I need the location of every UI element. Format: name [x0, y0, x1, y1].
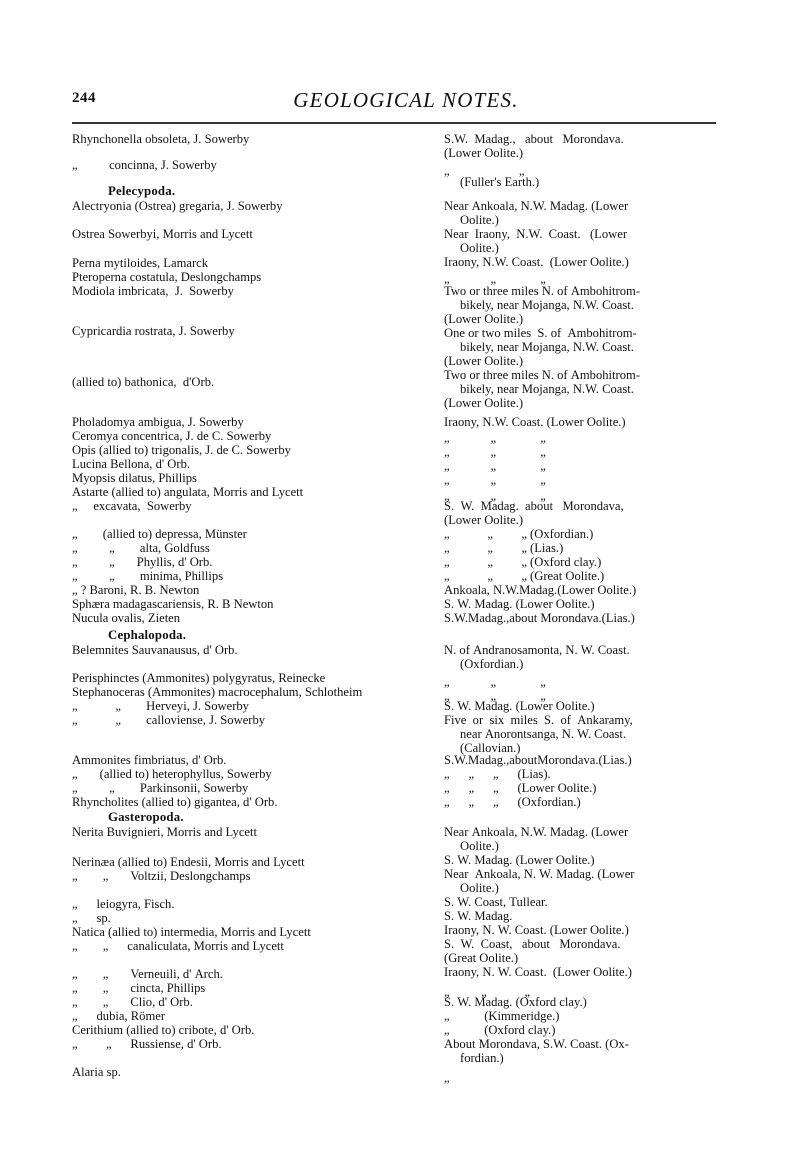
species-entry: Pteroperna costatula, Deslongchamps	[72, 270, 262, 284]
species-entry: Rhyncholites (allied to) gigantea, d' Orb.	[72, 795, 278, 809]
locality-entry: „ „ „	[444, 431, 546, 445]
species-entry: „ „ Russiense, d' Orb.	[72, 1037, 222, 1051]
locality-entry: „ (Oxford clay.)	[444, 1023, 556, 1037]
locality-entry: (Oxfordian.)	[460, 657, 524, 671]
locality-entry: S.W.Madag.,about Morondava.(Lias.)	[444, 611, 635, 625]
locality-entry: „ „	[444, 164, 525, 178]
running-title: GEOLOGICAL NOTES.	[293, 88, 519, 112]
locality-entry: „ „ „	[444, 985, 531, 999]
species-entry: Nerita Buvignieri, Morris and Lycett	[72, 825, 258, 839]
species-entry: Nucula ovalis, Zieten	[72, 611, 181, 625]
species-entry: „ „ Parkinsonii, Sowerby	[72, 781, 249, 795]
locality-entry: „ „ „ (Great Oolite.)	[444, 569, 605, 583]
locality-entry: „ „ „	[444, 489, 546, 503]
locality-entry: „ „ „ (Lias.)	[444, 541, 564, 555]
locality-entry: Iraony, N.W. Coast. (Lower Oolite.)	[444, 415, 626, 429]
species-entry: „ concinna, J. Sowerby	[72, 158, 217, 172]
locality-entry: Oolite.)	[460, 839, 499, 853]
species-entry: Sphæra madagascariensis, R. B Newton	[72, 597, 274, 611]
locality-entry: Iraony, N.W. Coast. (Lower Oolite.)	[444, 255, 629, 269]
species-entry: „ ? Baroni, R. B. Newton	[72, 583, 200, 597]
locality-entry: bikely, near Mojanga, N.W. Coast.	[460, 340, 634, 354]
species-entry: „ „ Clio, d' Orb.	[72, 995, 193, 1009]
locality-entry: Oolite.)	[460, 881, 499, 895]
species-entry: „ „ Herveyi, J. Sowerby	[72, 699, 249, 713]
species-entry: „ excavata, Sowerby	[72, 499, 192, 513]
locality-entry: Oolite.)	[460, 241, 499, 255]
locality-entry: Near Ankoala, N.W. Madag. (Lower	[444, 825, 629, 839]
locality-entry: „ „ „	[444, 445, 546, 459]
species-entry: Alectryonia (Ostrea) gregaria, J. Sowerby	[72, 199, 283, 213]
locality-entry: S. W. Coast, about Morondava.	[444, 937, 621, 951]
species-entry: „ „ Verneuili, d' Arch.	[72, 967, 223, 981]
locality-entry: (Lower Oolite.)	[444, 513, 524, 527]
species-entry: Ceromya concentrica, J. de C. Sowerby	[72, 429, 272, 443]
locality-entry: Ankoala, N.W.Madag.(Lower Oolite.)	[444, 583, 637, 597]
locality-entry: „ „ „ (Lower Oolite.)	[444, 781, 597, 795]
running-head	[72, 88, 716, 114]
locality-entry: S. W. Madag. (Lower Oolite.)	[444, 699, 595, 713]
locality-entry: (Great Oolite.)	[444, 951, 519, 965]
species-entry: „ dubia, Römer	[72, 1009, 166, 1023]
species-entry: Cerithium (allied to) cribote, d' Orb.	[72, 1023, 255, 1037]
species-entry: Belemnites Sauvanausus, d' Orb.	[72, 643, 238, 657]
locality-entry: (Callovian.)	[460, 741, 521, 755]
locality-entry: „ „ „	[444, 689, 546, 703]
species-entry: Astarte (allied to) angulata, Morris and Lycett	[72, 485, 304, 499]
species-entry: Myopsis dilatus, Phillips	[72, 471, 197, 485]
species-entry: Ostrea Sowerbyi, Morris and Lycett	[72, 227, 253, 241]
species-entry: „ „ alta, Goldfuss	[72, 541, 210, 555]
locality-entry: S. W. Madag.	[444, 909, 513, 923]
species-entry: „ (allied to) heterophyllus, Sowerby	[72, 767, 272, 781]
locality-entry: near Anorontsanga, N. W. Coast.	[460, 727, 627, 741]
class-heading: Cephalopoda.	[108, 628, 187, 642]
species-entry: Cypricardia rostrata, J. Sowerby	[72, 324, 235, 338]
locality-entry: Near Ankoala, N.W. Madag. (Lower	[444, 199, 629, 213]
locality-entry: „ „ „ (Oxfordian.)	[444, 527, 594, 541]
locality-entry: Two or three miles N. of Ambohitrom-	[444, 284, 641, 298]
locality-entry: S. W. Madag. (Lower Oolite.)	[444, 853, 595, 867]
class-heading: Gasteropoda.	[108, 810, 184, 824]
species-entry: „ (allied to) depressa, Münster	[72, 527, 247, 541]
species-entry: Perisphinctes (Ammonites) polygyratus, Reinecke	[72, 671, 326, 685]
locality-entry: About Morondava, S.W. Coast. (Ox-	[444, 1037, 629, 1051]
locality-entry: S. W. Madag. (Oxford clay.)	[444, 995, 587, 1009]
locality-entry: Iraony, N. W. Coast. (Lower Oolite.)	[444, 923, 629, 937]
locality-entry: „ „ „ (Lias).	[444, 767, 551, 781]
species-entry: (allied to) bathonica, d'Orb.	[72, 375, 215, 389]
species-entry: Ammonites fimbriatus, d' Orb.	[72, 753, 227, 767]
species-entry: „ „ minima, Phillips	[72, 569, 224, 583]
locality-entry: „ „ „ (Oxfordian.)	[444, 795, 581, 809]
species-entry: „ „ Voltzii, Deslongchamps	[72, 869, 251, 883]
locality-entry: „ „ „	[444, 459, 546, 473]
page-number: 244	[72, 90, 96, 106]
locality-entry: S.W.Madag.,aboutMorondava.(Lias.)	[444, 753, 632, 767]
class-heading: Pelecypoda.	[108, 184, 176, 198]
locality-entry: „ „ „	[444, 675, 546, 689]
species-entry: „ „ canaliculata, Morris and Lycett	[72, 939, 284, 953]
locality-entry: Near Ankoala, N. W. Madag. (Lower	[444, 867, 635, 881]
locality-entry: (Lower Oolite.)	[444, 396, 524, 410]
locality-entry: (Lower Oolite.)	[444, 146, 524, 160]
locality-entry: bikely, near Mojanga, N.W. Coast.	[460, 298, 634, 312]
species-entry: Natica (allied to) intermedia, Morris and Lycett	[72, 925, 311, 939]
species-entry: Alaria sp.	[72, 1065, 121, 1079]
species-entry: „ leiogyra, Fisch.	[72, 897, 175, 911]
locality-entry: Two or three miles N. of Ambohitrom-	[444, 368, 641, 382]
species-entry: „ „ calloviense, J. Sowerby	[72, 713, 266, 727]
species-entry: Modiola imbricata, J. Sowerby	[72, 284, 234, 298]
locality-entry: fordian.)	[460, 1051, 504, 1065]
locality-entry: (Fuller's Earth.)	[460, 175, 540, 189]
species-entry: Perna mytiloides, Lamarck	[72, 256, 209, 270]
locality-entry: „ (Kimmeridge.)	[444, 1009, 560, 1023]
locality-entry: Five or six miles S. of Ankaramy,	[444, 713, 633, 727]
species-entry: Stephanoceras (Ammonites) macrocephalum, Schlotheim	[72, 685, 363, 699]
species-entry: „ sp.	[72, 911, 111, 925]
species-entry: Opis (allied to) trigonalis, J. de C. Sowerby	[72, 443, 291, 457]
species-entry: Rhynchonella obsoleta, J. Sowerby	[72, 132, 250, 146]
locality-entry: S. W. Madag. (Lower Oolite.)	[444, 597, 595, 611]
locality-entry: S. W. Madag. about Morondava,	[444, 499, 624, 513]
locality-entry: „	[444, 1071, 450, 1085]
species-entry: Lucina Bellona, d' Orb.	[72, 457, 191, 471]
locality-entry: One or two miles S. of Ambohitrom-	[444, 326, 637, 340]
locality-entry: Oolite.)	[460, 213, 499, 227]
locality-entry: S.W. Madag., about Morondava.	[444, 132, 624, 146]
locality-entry: S. W. Coast, Tullear.	[444, 895, 548, 909]
locality-entry: Near Iraony, N.W. Coast. (Lower	[444, 227, 628, 241]
locality-entry: Iraony, N. W. Coast. (Lower Oolite.)	[444, 965, 632, 979]
locality-entry: „ „ „	[444, 473, 546, 487]
species-entry: Nerinæa (allied to) Endesii, Morris and Lycett	[72, 855, 305, 869]
species-entry: „ „ Phyllis, d' Orb.	[72, 555, 213, 569]
locality-entry: bikely, near Mojanga, N.W. Coast.	[460, 382, 634, 396]
locality-entry: „ „ „ (Oxford clay.)	[444, 555, 602, 569]
species-entry: „ „ cincta, Phillips	[72, 981, 206, 995]
species-entry: Pholadomya ambigua, J. Sowerby	[72, 415, 244, 429]
locality-entry: (Lower Oolite.)	[444, 312, 524, 326]
locality-entry: „ „ „	[444, 272, 546, 286]
locality-entry: N. of Andranosamonta, N. W. Coast.	[444, 643, 630, 657]
locality-entry: (Lower Oolite.)	[444, 354, 524, 368]
header-rule	[72, 122, 716, 124]
